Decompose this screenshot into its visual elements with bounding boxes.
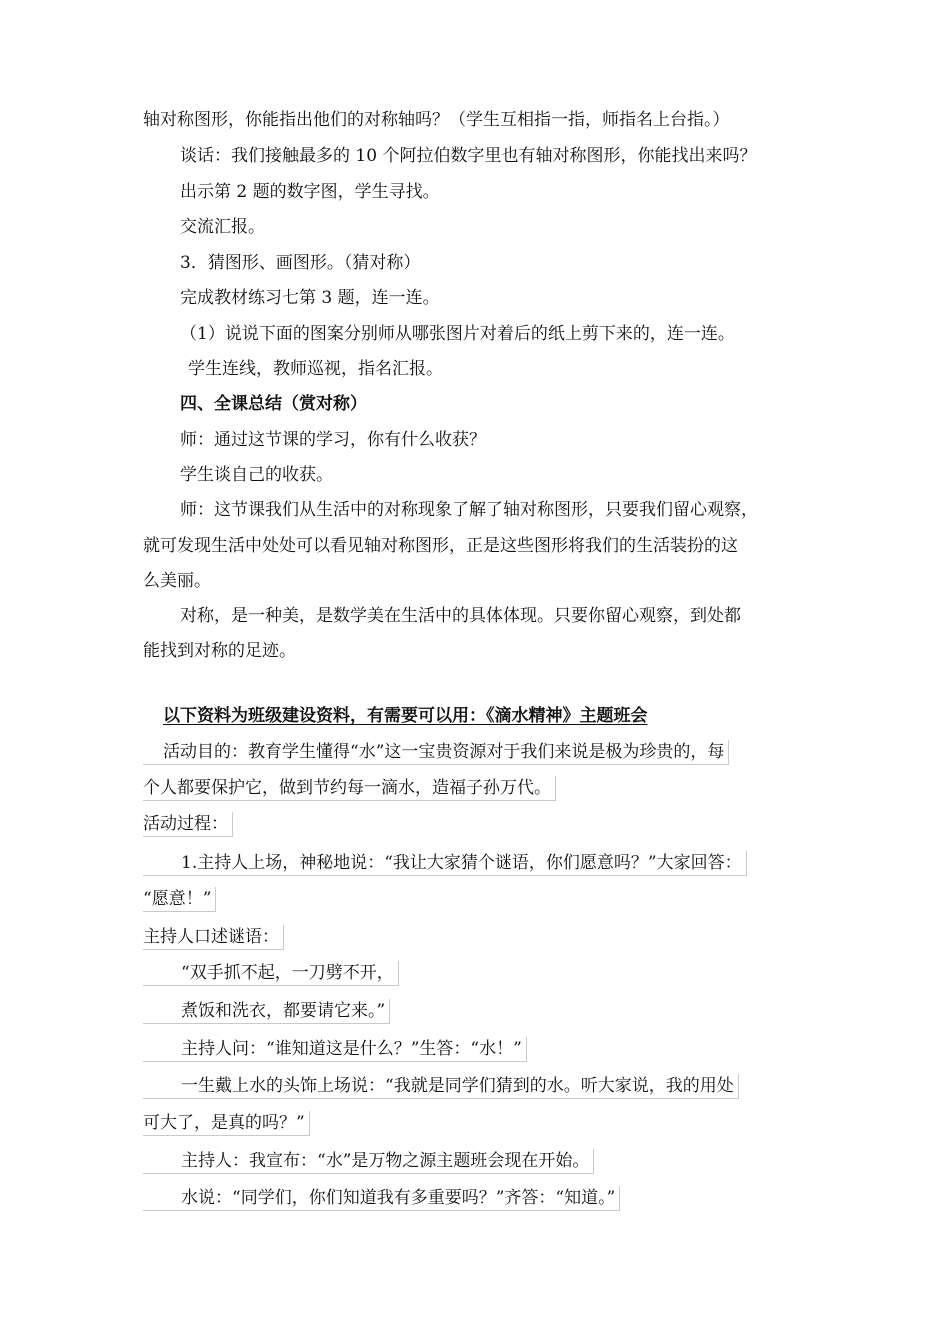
paragraph-line [143, 851, 747, 876]
paragraph-line: 主持人口述谜语： [143, 925, 284, 950]
paragraph-line: （1）说说下面的图案分别师从哪张图片对着后的纸上剪下来的，连一连。 [180, 324, 735, 344]
paragraph-line: 对称，是一种美，是数学美在生活中的具体体现。只要你留心观察，到处都 [180, 606, 741, 626]
paragraph-line: 学生谈自己的收获。 [180, 465, 333, 485]
paragraph-line: 交流汇报。 [180, 217, 265, 237]
paragraph-line: 完成教材练习七第 3 题，连一连。 [180, 288, 440, 308]
paragraph-line: 3．猜图形、画图形。（猜对称） [180, 253, 421, 273]
line-text: 主持人问：“谁知道这是什么？”生答：“水！” [181, 1039, 522, 1059]
paragraph-line: 谈话：我们接触最多的 10 个阿拉伯数字里也有轴对称图形，你能找出来吗？ [180, 146, 757, 166]
paragraph-line: 能找到对称的足迹。 [143, 641, 296, 661]
paragraph-line [143, 1037, 527, 1062]
line-text: 煮饭和洗衣，都要请它来。” [181, 1001, 386, 1021]
paragraph-line: 就可发现生活中处处可以看见轴对称图形，正是这些图形将我们的生活装扮的这 [143, 536, 738, 556]
line-text: 1.主持人上场，神秘地说：“我让大家猜个谜语，你们愿意吗？”大家回答： [181, 853, 742, 873]
paragraph-line [143, 999, 390, 1024]
resource-heading: 以下资料为班级建设资料，有需要可以用：《滴水精神》主题班会 [163, 706, 648, 726]
paragraph-line: 师：通过这节课的学习，你有什么收获？ [180, 430, 486, 450]
line-text: 一生戴上水的头饰上场说：“我就是同学们猜到的水。听大家说，我的用处 [181, 1076, 734, 1096]
paragraph-line [143, 1149, 594, 1174]
line-text: 活动目的：教育学生懂得“水”这一宝贵资源对于我们来说是极为珍贵的，每 [163, 742, 725, 762]
line-text: 水说：“同学们，你们知道我有多重要吗？”齐答：“知道。” [181, 1188, 616, 1208]
paragraph-line: 可大了，是真的吗？” [143, 1111, 310, 1136]
line-text: “双手抓不起，一刀劈不开， [181, 963, 394, 983]
paragraph-line [143, 740, 729, 765]
paragraph-line: 学生连线，教师巡视，指名汇报。 [188, 359, 443, 379]
paragraph-line: 么美丽。 [143, 571, 211, 591]
line-text: 主持人：我宣布：“水”是万物之源主题班会现在开始。 [181, 1151, 590, 1171]
paragraph-line: 轴对称图形，你能指出他们的对称轴吗？（学生互相指一指，师指名上台指。） [143, 110, 730, 130]
paragraph-line: “愿意！” [143, 887, 216, 912]
paragraph-line: 活动过程： [143, 812, 233, 837]
paragraph-line [143, 1186, 620, 1211]
paragraph-line: 出示第 2 题的数字图，学生寻找。 [180, 182, 440, 202]
paragraph-line [143, 1074, 739, 1099]
section-heading: 四、全课总结（赏对称） [180, 394, 367, 414]
paragraph-line: 个人都要保护它，做到节约每一滴水，造福子孙万代。 [143, 776, 556, 801]
paragraph-line [143, 961, 399, 986]
paragraph-line: 师：这节课我们从生活中的对称现象了解了轴对称图形，只要我们留心观察， [180, 500, 758, 520]
